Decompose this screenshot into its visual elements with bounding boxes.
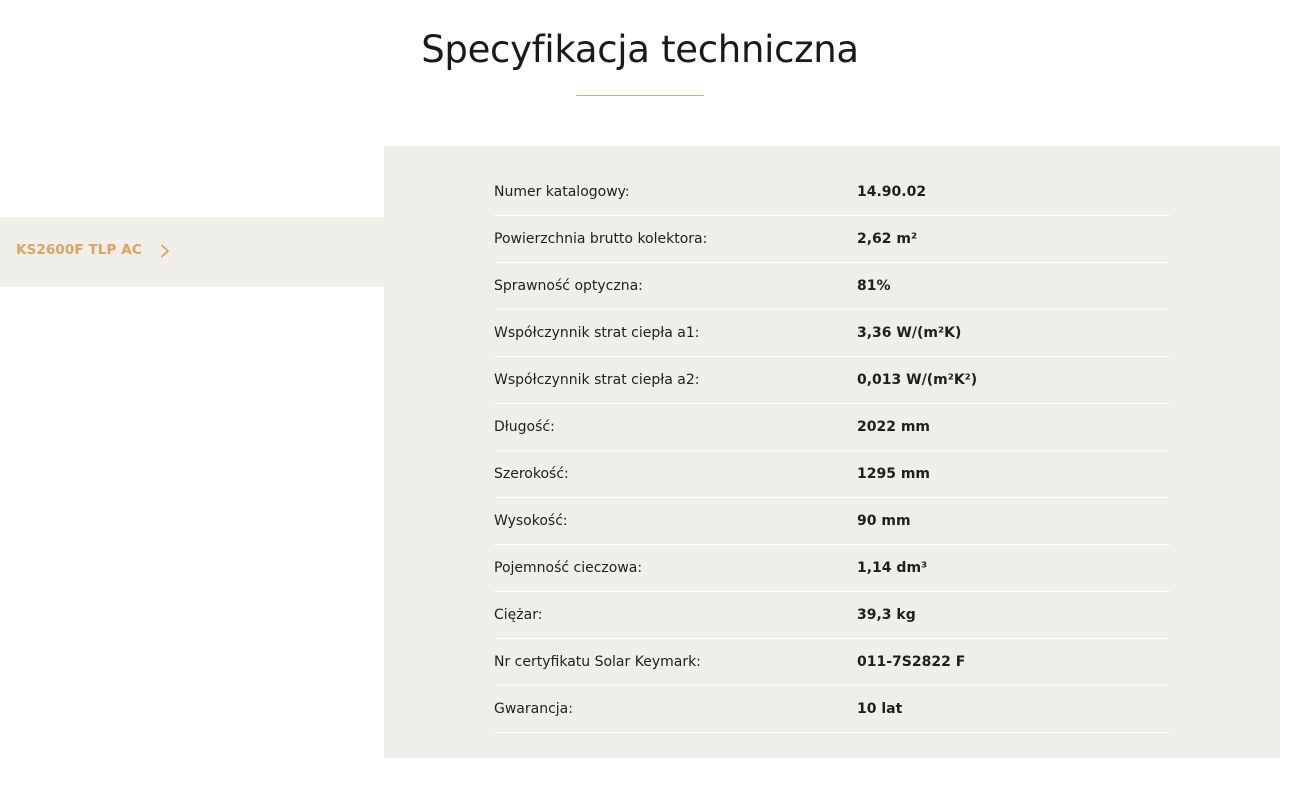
page-title: Specyfikacja techniczna xyxy=(421,28,859,71)
spec-value: 2,62 m² xyxy=(857,231,918,247)
spec-row xyxy=(494,498,1170,545)
spec-label: Szerokość: xyxy=(494,466,569,482)
chevron-right-icon xyxy=(158,243,172,259)
spec-value: 3,36 W/(m²K) xyxy=(857,325,962,341)
spec-value: 2022 mm xyxy=(857,419,931,435)
spec-value: 81% xyxy=(857,278,891,294)
spec-label: Współczynnik strat ciepła a2: xyxy=(494,372,700,388)
spec-label: Sprawność optyczna: xyxy=(494,278,643,294)
spec-label: Współczynnik strat ciepła a1: xyxy=(494,325,700,341)
spec-row xyxy=(494,310,1170,357)
spec-panel xyxy=(384,146,1280,758)
spec-label: Pojemność cieczowa: xyxy=(494,560,643,576)
spec-row xyxy=(494,404,1170,451)
spec-label: Nr certyfikatu Solar Keymark: xyxy=(494,654,701,670)
spec-value: 10 lat xyxy=(857,701,903,717)
spec-row xyxy=(494,686,1170,733)
spec-value: 90 mm xyxy=(857,513,911,529)
spec-label: Ciężar: xyxy=(494,607,543,623)
spec-value: 1,14 dm³ xyxy=(857,560,928,576)
spec-value: 14.90.02 xyxy=(857,184,927,200)
spec-value: 39,3 kg xyxy=(857,607,916,623)
spec-value: 0,013 W/(m²K²) xyxy=(857,372,978,388)
spec-row xyxy=(494,357,1170,404)
spec-table xyxy=(494,169,1170,733)
spec-value: 011-7S2822 F xyxy=(857,654,966,670)
sidebar-item-label: KS2600F TLP AC xyxy=(16,242,142,258)
spec-label: Numer katalogowy: xyxy=(494,184,630,200)
spec-row xyxy=(494,592,1170,639)
spec-label: Wysokość: xyxy=(494,513,568,529)
spec-label: Długość: xyxy=(494,419,555,435)
spec-row xyxy=(494,263,1170,310)
title-divider xyxy=(576,95,704,96)
spec-row xyxy=(494,639,1170,686)
sidebar-item-ks2600f-tlp-ac[interactable] xyxy=(0,217,384,287)
spec-label: Gwarancja: xyxy=(494,701,573,717)
spec-label: Powierzchnia brutto kolektora: xyxy=(494,231,708,247)
spec-row xyxy=(494,216,1170,263)
spec-row xyxy=(494,545,1170,592)
spec-row xyxy=(494,451,1170,498)
spec-row xyxy=(494,169,1170,216)
spec-value: 1295 mm xyxy=(857,466,931,482)
